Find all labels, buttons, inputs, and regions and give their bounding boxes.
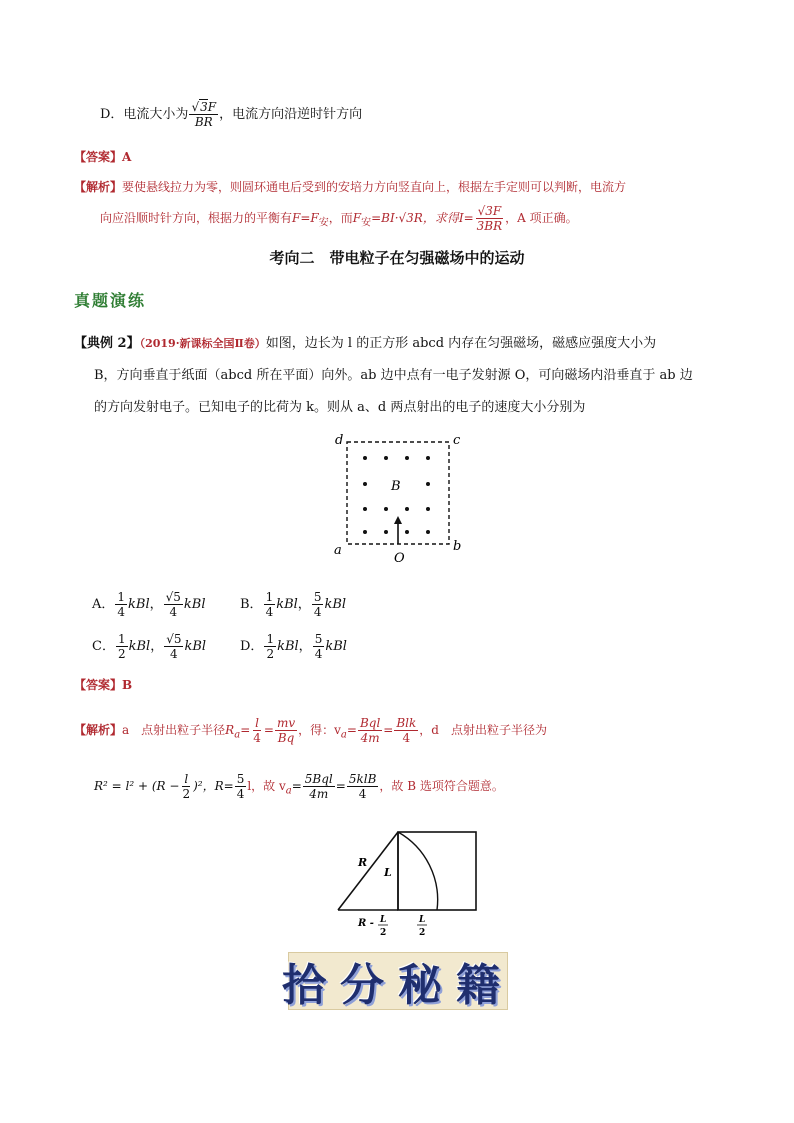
analysis-1-formula-f: F=F <box>292 211 319 225</box>
option-a-letter: A． <box>92 597 115 612</box>
analysis-2-text2a: R² = l² + (R − <box>94 779 180 793</box>
option-c-letter: C． <box>92 639 115 654</box>
analysis-2-f7 <box>303 772 335 801</box>
option-c-unit2: kBl <box>184 639 207 654</box>
arrow-head <box>394 516 402 524</box>
option-b-unit1: kBl <box>276 597 298 612</box>
analysis-2-f5-den: 2 <box>182 787 191 801</box>
analysis-2-f6-den: 4 <box>236 787 245 801</box>
option-d-v1-num: 1 <box>266 632 275 646</box>
trajectory-arc <box>398 832 438 910</box>
analysis-2-f2 <box>275 716 297 745</box>
option-c-v2-den: 4 <box>170 647 178 661</box>
option-c-v1-den: 2 <box>117 647 126 661</box>
analysis-1-label: 【解析】 <box>74 180 123 194</box>
label-half1-num: L <box>380 915 387 925</box>
section-subtitle: 真题演练 <box>74 291 147 310</box>
corner-b: b <box>453 539 462 554</box>
analysis-2-f4-den: 4 <box>402 731 411 745</box>
analysis-2-text2b: )²，R= <box>193 779 234 793</box>
magnetic-field-figure <box>325 428 475 568</box>
option-b-letter: B． <box>240 597 263 612</box>
option-b-v2-num: 5 <box>313 590 322 604</box>
analysis-1-frac-num: √3F <box>477 204 502 218</box>
option-d-letter: D． <box>240 639 264 654</box>
analysis-2-line1: 【解析】a 点射出粒子半径$R_a=$ $\frac{l}{4}$ = $\frac{mv}{Bq}$ ，得：$v_a=$ $\frac{\text{Bql}}{4m}$ = $\frac{\text{Blk}}{4}$ ，d 点射出粒子半径为 <box>74 716 547 745</box>
option-d-line <box>100 100 362 129</box>
analysis-2-f7-num: 5Bql <box>304 772 333 786</box>
analysis-2-f4-num: Blk <box>396 716 417 730</box>
analysis-1-frac-den: 3BR <box>476 219 503 233</box>
geometry-figure <box>330 826 490 942</box>
analysis-2-text2d: ，故 B 选项符合题意。 <box>379 779 504 793</box>
source-o: O <box>394 551 405 566</box>
option-d-v1-den: 2 <box>266 647 275 661</box>
answer-1-label: 【答案】 <box>74 150 123 164</box>
option-d-suffix: ，电流方向沿逆时针方向 <box>219 107 363 122</box>
answer-1 <box>74 148 131 165</box>
analysis-2-text1e: ，d 点射出粒子半径为 <box>419 723 547 737</box>
analysis-1-formula-f2: F <box>352 211 362 225</box>
analysis-2-f1 <box>251 716 263 745</box>
analysis-2-f3-num: Bql <box>359 716 381 730</box>
option-b-v1-num: 1 <box>265 590 274 604</box>
option-a-v2-num: √5 <box>165 590 181 604</box>
option-d-prefix: D．电流大小为 <box>100 107 189 122</box>
analysis-2-text1a: a 点射出粒子半径 <box>122 723 226 737</box>
analysis-2-f1-num: l <box>255 716 259 730</box>
example-line1 <box>74 332 656 351</box>
analysis-2-f1-den: 4 <box>253 731 261 745</box>
analysis-1-text2c: ，而 <box>328 211 353 225</box>
analysis-1-text1: 要使悬线拉力为零，则圆环通电后受到的安培力方向竖直向上，根据左手定则可以判断，电流方 <box>122 180 627 194</box>
option-c-v1-num: 1 <box>117 632 126 646</box>
example-text1: 如图，边长为 l 的正方形 abcd 内存在匀强磁场，磁感应强度大小为 <box>265 336 657 351</box>
option-a-unit2: kBl <box>183 597 206 612</box>
analysis-2-eq: = <box>240 723 251 737</box>
analysis-1-text2e: =BI·√3R，求得 <box>371 211 459 225</box>
analysis-1-formula-i: I= <box>458 211 474 225</box>
analysis-2-f8-num: 5klB <box>348 772 377 786</box>
analysis-2-f2-num: mv <box>276 716 296 730</box>
option-d-den: BR <box>194 115 213 129</box>
banner-tips <box>282 952 514 1011</box>
analysis-2-ra-sub: a <box>234 729 241 741</box>
option-b-v1 <box>264 590 276 619</box>
answer-2-label: 【答案】 <box>74 678 123 692</box>
option-d-sqrt: 3 <box>200 100 208 114</box>
analysis-1-text2a: 向应沿顺时针方向，根据力的平衡有 <box>100 211 293 225</box>
option-c-v2 <box>164 632 183 661</box>
analysis-2-f2-den: Bq <box>277 731 295 745</box>
analysis-2-f3-den: 4m <box>360 731 380 745</box>
option-d-v2-num: 5 <box>314 632 323 646</box>
analysis-1-line2 <box>100 204 578 233</box>
analysis-2-f4 <box>394 716 418 745</box>
option-a-v1 <box>115 590 127 619</box>
analysis-1-sub-an: 安 <box>318 217 329 229</box>
analysis-2-text1d: ，得：v <box>298 723 341 737</box>
option-a-v2-den: 4 <box>169 605 178 619</box>
option-d-fraction: $\frac{√3F}{BR}$ <box>191 100 217 129</box>
option-c-v2-num: √5 <box>166 632 182 646</box>
analysis-2-f6 <box>235 772 247 801</box>
analysis-1-line1 <box>74 178 626 195</box>
analysis-2-f8-den: 4 <box>358 787 367 801</box>
option-c-v1 <box>116 632 128 661</box>
option-c[interactable]: C． $\frac{1}{2}$ kBl， $\frac{√5}{4}$ kBl <box>92 632 207 661</box>
analysis-2-f7-den: 4m <box>309 787 329 801</box>
analysis-1-fraction <box>475 204 505 233</box>
label-r: R <box>358 856 368 869</box>
analysis-2-f5-num: l <box>184 772 189 786</box>
corner-a: a <box>334 543 342 558</box>
label-half1-den: 2 <box>380 928 387 938</box>
corner-d: d <box>335 433 344 448</box>
option-b[interactable]: B． $\frac{1}{4}$ kBl， $\frac{5}{4}$ kBl <box>240 590 347 619</box>
analysis-2-f3 <box>358 716 382 745</box>
label-half2-num: L <box>419 915 426 925</box>
option-a-v1-num: 1 <box>117 590 126 604</box>
answer-1-value: A <box>122 150 132 164</box>
option-d-v2-den: 4 <box>314 647 323 661</box>
analysis-1-sub-an2: 安 <box>361 217 372 229</box>
option-a-unit1: kBl <box>128 597 150 612</box>
option-d-v2 <box>313 632 325 661</box>
analysis-2-vd-sub: a <box>285 785 292 797</box>
label-r-minus: R - <box>358 918 374 929</box>
option-d-unit1: kBl <box>277 639 299 654</box>
example-line3: 的方向发射电子。已知电子的比荷为 k。则从 a、d 两点射出的电子的速度大小分别为 <box>94 400 586 415</box>
example-label: 【典例 2】 <box>74 336 140 351</box>
label-l: L <box>384 866 392 879</box>
corner-c: c <box>453 433 461 448</box>
label-half2-den: 2 <box>419 928 426 938</box>
analysis-2-ra: R <box>225 723 235 737</box>
option-d-choice[interactable]: D． $\frac{1}{2}$ kBl， $\frac{5}{4}$ kBl <box>240 632 347 661</box>
option-d-v1 <box>264 632 276 661</box>
option-d-unit2: kBl <box>325 639 347 654</box>
answer-2 <box>74 676 132 693</box>
analysis-2-va-sub: a <box>340 729 347 741</box>
analysis-2-f5 <box>180 772 192 801</box>
option-b-v2 <box>312 590 324 619</box>
analysis-2-text2c: l，故 v <box>247 779 286 793</box>
option-a[interactable]: A． $\frac{1}{4}$ kBl， $\frac{√5}{4}$ kBl <box>92 590 206 619</box>
analysis-2-f6-num: 5 <box>236 772 245 786</box>
option-a-v2 <box>164 590 183 619</box>
option-c-unit1: kBl <box>128 639 151 654</box>
section-title: 考向二 带电粒子在匀强磁场中的运动 <box>269 249 525 267</box>
banner-text: 拾分秘籍 <box>282 960 514 1011</box>
example-source: （2019·新课标全国Ⅱ卷） <box>139 337 266 350</box>
analysis-2-f8 <box>347 772 379 801</box>
example-line2: B，方向垂直于纸面（abcd 所在平面）向外。ab 边中点有一电子发射源 O，可向磁场内沿垂直于 ab 边 <box>94 368 693 383</box>
answer-2-value: B <box>122 678 133 692</box>
option-b-v2-den: 4 <box>313 605 322 619</box>
field-label-b: B <box>391 479 401 494</box>
option-d-var: F <box>207 100 217 114</box>
option-b-v1-den: 4 <box>265 605 274 619</box>
analysis-2-label: 【解析】 <box>74 723 123 737</box>
option-b-unit2: kBl <box>324 597 347 612</box>
option-a-v1-den: 4 <box>117 605 126 619</box>
analysis-2-line2: R² = l² + (R − $\frac{l}{2}$ )²，R= $\frac{5}{4}$ l，故 $v_a=$ $\frac{\text{5Bql}}{4m}$ = $\frac{\text{5klB}}{4}$ ，故 B 选项符合题意。 <box>94 772 504 801</box>
analysis-1-text2g: ，A 项正确。 <box>505 211 578 225</box>
